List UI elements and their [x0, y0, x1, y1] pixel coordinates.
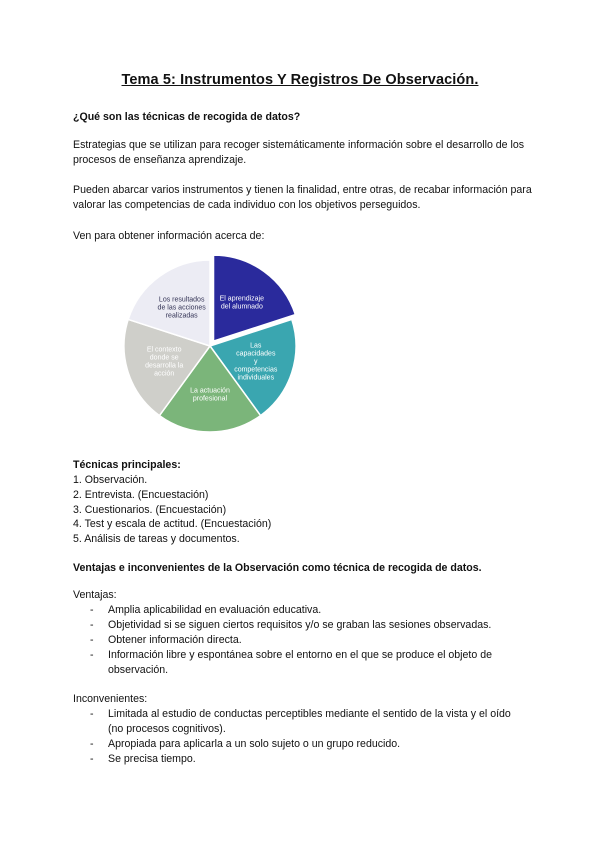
section1-paragraph-3: Ven para obtener información acerca de: [73, 230, 265, 242]
page-title: Tema 5: Instrumentos Y Registros De Observación. [121, 72, 479, 88]
technique-item: 2. Entrevista. (Encuestación) [73, 488, 209, 501]
pie-slice-label: Las capacidades y competencias individuales [234, 342, 278, 382]
ventaja-item: - Obtener información directa. [90, 633, 530, 648]
inconveniente-item: - Limitada al estudio de conductas perceptibles mediante el sentido de la vista y el oído (no procesos cognitivos). [90, 707, 518, 737]
technique-item: 4. Test y escala de actitud. (Encuestación) [73, 518, 272, 531]
section2-heading: Ventajas e inconvenientes de la Observación como técnica de recogida de datos. [73, 562, 482, 574]
techniques-list [73, 473, 533, 547]
section1-heading: ¿Qué son las técnicas de recogida de datos? [73, 111, 301, 123]
technique-item: 5. Análisis de tareas y documentos. [73, 533, 240, 546]
technique-item: 3. Cuestionarios. (Encuestación) [73, 503, 227, 516]
ventajas-label: Ventajas: [73, 589, 117, 601]
pie-chart [100, 246, 320, 446]
pie-slice-label: La actuación profesional [190, 387, 230, 403]
technique-item: 1. Observación. [73, 474, 148, 486]
techniques-heading: Técnicas principales: [73, 459, 181, 471]
pie-slice-label: Los resultados de las acciones realizadas [157, 296, 206, 320]
pie-slice-label: El aprendizaje del alumnado [219, 295, 265, 311]
ventajas-list [90, 603, 530, 678]
inconveniente-item: - Apropiada para aplicarla a un solo sujeto o un grupo reducido. [90, 737, 530, 752]
ventaja-item: - Objetividad si se siguen ciertos requisitos y/o se graban las sesiones observadas. [90, 618, 530, 633]
inconvenientes-label: Inconvenientes: [73, 693, 148, 705]
section1-paragraph-2: Pueden abarcar varios instrumentos y tienen la finalidad, entre otras, de recabar información para valorar las competencias de cada individuo con los objetivos perseguidos. [73, 184, 532, 211]
pie-slice-label: El contexto donde se desarrolla la acción [145, 346, 184, 378]
inconvenientes-list [90, 707, 530, 767]
ventaja-item: - Información libre y espontánea sobre el entorno en el que se produce el objeto de observación. [90, 648, 518, 678]
inconveniente-item: - Se precisa tiempo. [90, 752, 530, 767]
section1-paragraph-1: Estrategias que se utilizan para recoger sistemáticamente información sobre el desarrollo de los procesos de enseñanza aprendizaje. [73, 139, 525, 166]
ventaja-item: - Amplia aplicabilidad en evaluación educativa. [90, 603, 530, 618]
